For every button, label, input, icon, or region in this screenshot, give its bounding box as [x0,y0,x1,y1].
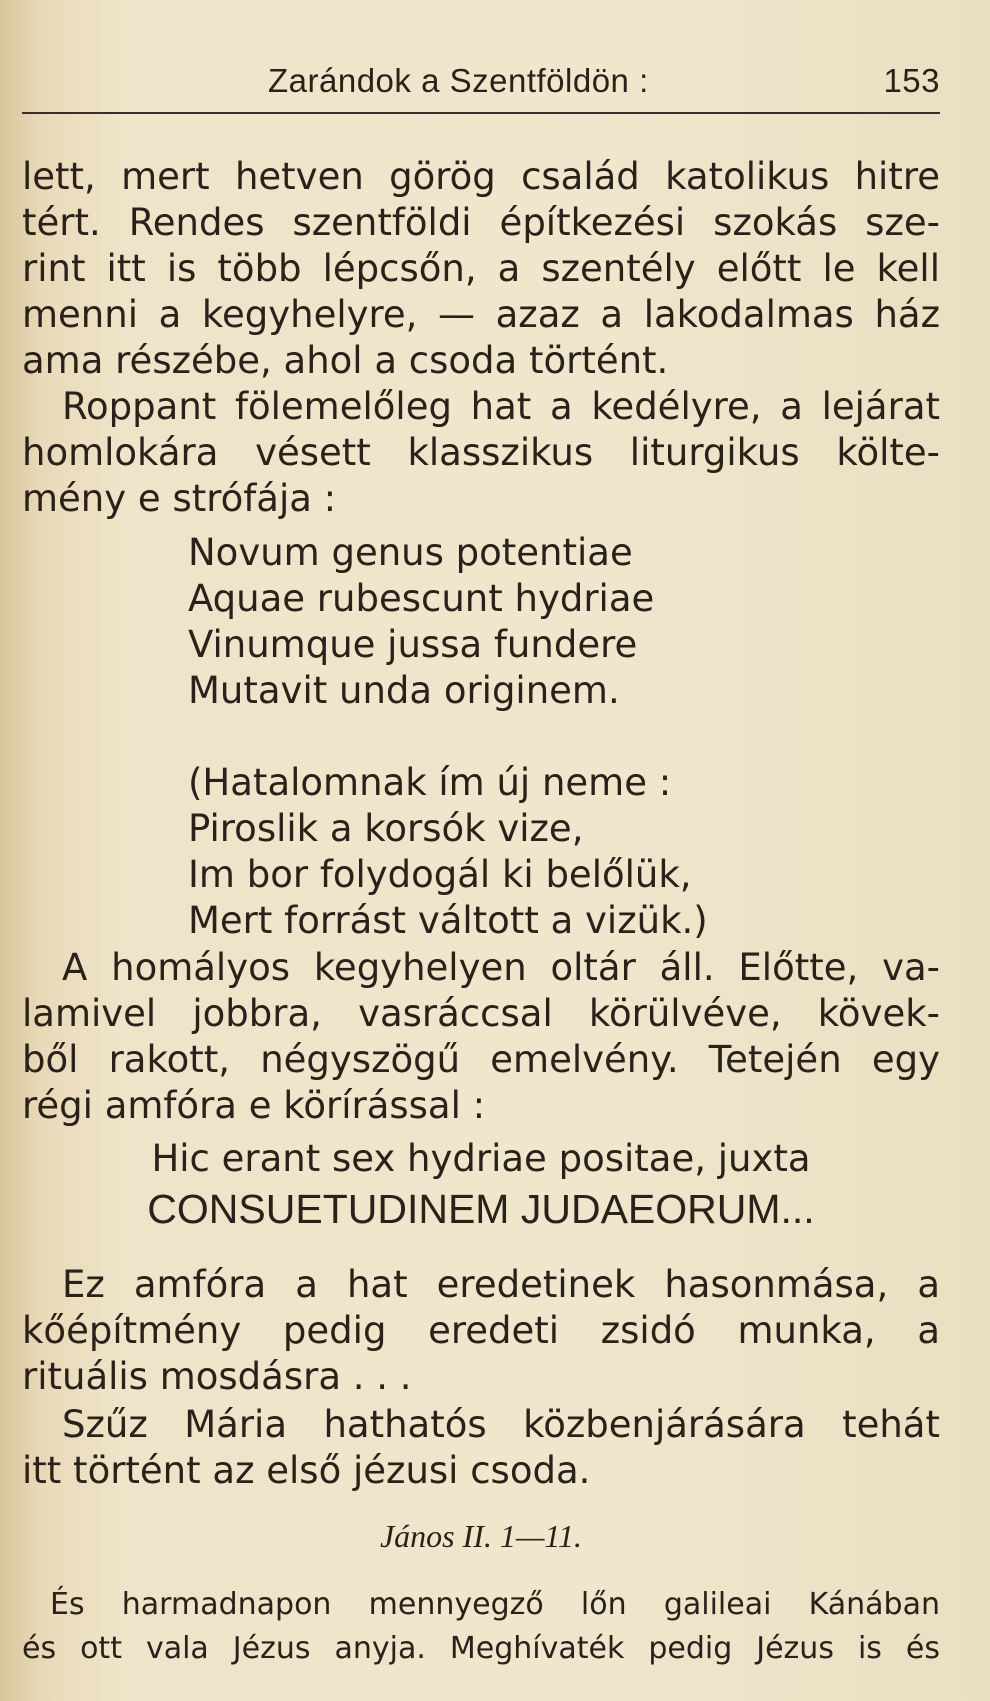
text-line: Szűz Mária hathatós közbenjárására tehát [62,1403,940,1446]
text-line: tért. Rendes szentföldi építkezési szokás sze- [22,201,940,244]
text-line: rint itt is több lépcsőn, a szentély előtt le kell [22,247,940,290]
inscription-line: CONSUETUDINEM JUDAEORUM... [147,1186,815,1232]
text-line: ama részébe, ahol a csoda történt. [22,339,669,382]
text-line: Ez amfóra a hat eredetinek hasonmása, a [62,1263,940,1306]
text-line: És harmadnapon mennyegző lőn galileai Kánában [50,1587,940,1622]
verse-line: Aquae rubescunt hydriae [188,577,655,620]
text-line: régi amfóra e körírással : [22,1084,486,1127]
page-number: 153 [883,62,940,99]
text-line: kőépítmény pedig eredeti zsidó munka, a [22,1309,940,1352]
text-line: Roppant fölemelőleg hat a kedélyre, a lejárat [62,385,940,428]
header-title: Zarándok a Szentföldön : [268,62,649,99]
text-line: és ott vala Jézus anyja. Meghívaték pedig Jézus is és [22,1631,940,1666]
text-line: ből rakott, négyszögű emelvény. Tetején egy [22,1038,940,1081]
scripture-reference: János II. 1—11. [379,1518,583,1554]
verse-line: (Hatalomnak ím új neme : [188,761,672,804]
verse-line: Novum genus potentiae [188,531,633,574]
text-line: lett, mert hetven görög család katolikus hitre [22,155,940,198]
verse-line: Mutavit unda originem. [188,669,620,712]
text-line: lamivel jobbra, vasráccsal körülvéve, kövek- [22,992,940,1035]
verse-line: Mert forrást váltott a vizük.) [188,899,708,942]
text-line: itt történt az első jézusi csoda. [22,1449,591,1492]
verse-line: Vinumque jussa fundere [188,623,638,666]
text-line: menni a kegyhelyre, — azaz a lakodalmas ház [22,293,940,336]
inscription-line: Hic erant sex hydriae positae, juxta [151,1137,811,1180]
header-rule [22,112,940,114]
text-line: A homályos kegyhelyen oltár áll. Előtte, va- [62,946,940,989]
text-line: mény e strófája : [22,477,337,520]
running-header [268,62,940,102]
verse-line: Im bor folydogál ki belőlük, [188,853,692,896]
text-line: rituális mosdásra . . . [22,1355,412,1398]
verse-line: Piroslik a korsók vize, [188,807,584,850]
text-line: homlokára vésett klasszikus liturgikus költe- [22,431,940,474]
